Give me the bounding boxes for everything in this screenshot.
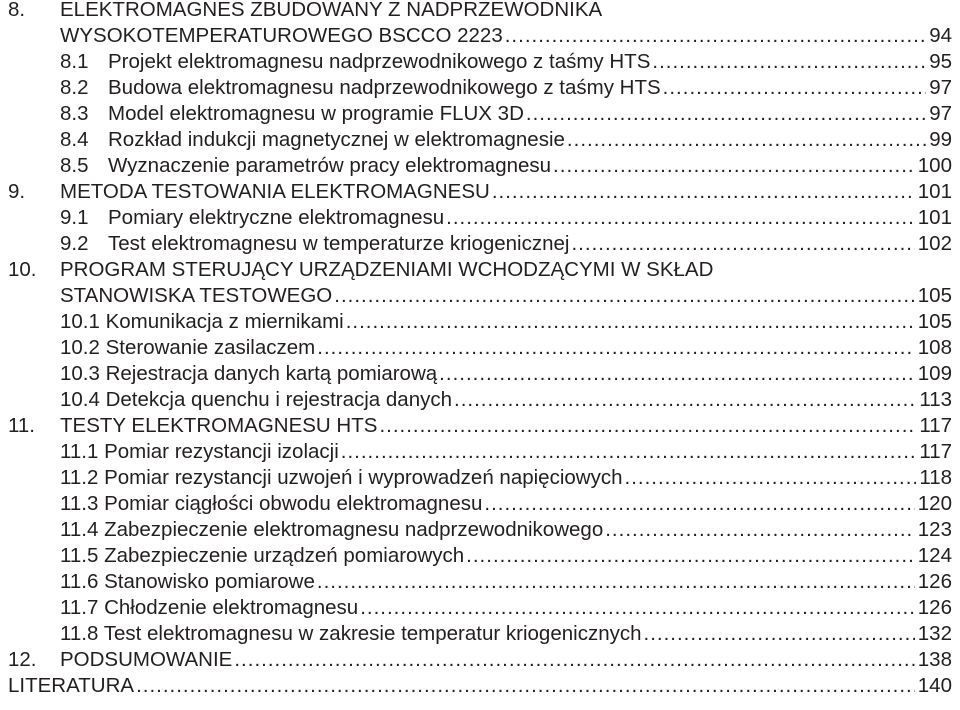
dot-leader xyxy=(644,622,915,646)
toc-entry-title: 11.3 Pomiar ciągłości obwodu elektromagnesu xyxy=(60,492,483,515)
toc-entry[interactable] xyxy=(0,464,952,490)
toc-entry-page: 108 xyxy=(917,336,952,359)
dot-leader xyxy=(454,388,916,412)
toc-entry-page: 95 xyxy=(929,50,952,73)
toc-entry-title: 10.2 Sterowanie zasilaczem xyxy=(60,336,316,359)
toc-entry-title: 11.7 Chłodzenie elektromagnesu xyxy=(60,596,359,619)
toc-entry-title: Rozkład indukcji magnetycznej w elektromagnesie xyxy=(108,128,565,151)
toc-entry-page: 102 xyxy=(917,232,952,255)
toc-entry-page: 105 xyxy=(917,310,952,333)
toc-entry-page: 117 xyxy=(919,414,952,437)
toc-entry-title: STANOWISKA TESTOWEGO xyxy=(60,284,333,307)
toc-entry-number: 9. xyxy=(8,180,26,203)
toc-entry-title: PODSUMOWANIE xyxy=(60,648,233,671)
toc-entry-title: Projekt elektromagnesu nadprzewodnikowego z taśmy HTS xyxy=(108,50,651,73)
toc-entry-page: 101 xyxy=(917,206,952,229)
toc-entry-title: 11.2 Pomiar rezystancji uzwojeń i wyprowadzeń napięciowych xyxy=(60,466,623,489)
toc-entry-number: 8.3 xyxy=(60,102,89,125)
toc-entry-title: Pomiary elektryczne elektromagnesu xyxy=(108,206,445,229)
toc-entry[interactable] xyxy=(0,152,952,178)
dot-leader xyxy=(625,466,917,490)
toc-entry-page: 99 xyxy=(929,128,952,151)
dot-leader xyxy=(446,206,915,230)
toc-entry-page: 105 xyxy=(917,284,952,307)
toc-entry-number: 8.2 xyxy=(60,76,89,99)
dot-leader xyxy=(553,154,915,178)
dot-leader xyxy=(439,362,915,386)
toc-entry-title: Model elektromagnesu w programie FLUX 3D xyxy=(108,102,524,125)
toc-entry-title: 11.5 Zabezpieczenie urządzeń pomiarowych xyxy=(60,544,465,567)
dot-leader xyxy=(492,180,915,204)
toc-entry-title: LITERATURA xyxy=(8,674,135,697)
toc-entry[interactable] xyxy=(0,334,952,360)
toc-entry[interactable] xyxy=(0,412,952,438)
toc-entry[interactable] xyxy=(0,308,952,334)
dot-leader xyxy=(317,336,915,360)
toc-entry-number: 10. xyxy=(8,258,37,281)
toc-entry-title: 10.3 Rejestracja danych kartą pomiarową xyxy=(60,362,438,385)
toc-entry[interactable] xyxy=(0,204,952,230)
toc-entry[interactable] xyxy=(0,48,952,74)
toc-entry[interactable] xyxy=(0,490,952,516)
dot-leader xyxy=(334,284,915,308)
toc-entry-page: 140 xyxy=(917,674,952,697)
toc-entry-title: Test elektromagnesu w temperaturze kriogenicznej xyxy=(108,232,570,255)
toc-entry-number: 8.1 xyxy=(60,50,89,73)
toc-entry[interactable] xyxy=(0,594,952,620)
dot-leader xyxy=(317,570,915,594)
toc-entry-title: 11.4 Zabezpieczenie elektromagnesu nadprzewodnikowego xyxy=(60,518,604,541)
dot-leader xyxy=(571,232,914,256)
dot-leader xyxy=(605,518,915,542)
toc-entry[interactable] xyxy=(0,256,952,282)
toc-entry-number: 8.4 xyxy=(60,128,89,151)
dot-leader xyxy=(652,50,926,74)
dot-leader xyxy=(567,128,926,152)
toc-entry-page: 118 xyxy=(919,466,952,489)
toc-entry-page: 97 xyxy=(929,102,952,125)
toc-entry-number: 12. xyxy=(8,648,37,671)
toc-entry-page: 109 xyxy=(917,362,952,385)
toc-entry[interactable] xyxy=(0,282,952,308)
toc-entry-page: 100 xyxy=(917,154,952,177)
toc-entry-title: Budowa elektromagnesu nadprzewodnikowego z taśmy HTS xyxy=(108,76,661,99)
toc-entry-page: 126 xyxy=(917,570,952,593)
toc-entry-page: 126 xyxy=(917,596,952,619)
toc-entry-page: 123 xyxy=(917,518,952,541)
dot-leader xyxy=(526,102,926,126)
toc-entry-title: 11.6 Stanowisko pomiarowe xyxy=(60,570,315,593)
toc-entry[interactable] xyxy=(0,230,952,256)
toc-entry-page: 94 xyxy=(929,24,952,47)
toc-entry-page: 132 xyxy=(917,622,952,645)
toc-entry[interactable] xyxy=(0,126,952,152)
dot-leader xyxy=(484,492,914,516)
toc-entry-page: 120 xyxy=(917,492,952,515)
toc-entry[interactable] xyxy=(0,74,952,100)
dot-leader xyxy=(136,674,915,698)
toc-entry-number: 11. xyxy=(8,414,35,437)
toc-entry-title: WYSOKOTEMPERATUROWEGO BSCCO 2223 xyxy=(60,24,503,47)
toc-entry-number: 9.1 xyxy=(60,206,89,229)
dot-leader xyxy=(505,24,926,48)
toc-entry-title: PROGRAM STERUJĄCY URZĄDZENIAMI WCHODZĄCYMI W SKŁAD xyxy=(60,258,714,281)
toc-entry[interactable] xyxy=(0,568,952,594)
toc-entry-number: 8.5 xyxy=(60,154,89,177)
toc-entry[interactable] xyxy=(0,620,952,646)
toc-entry-title: 10.1 Komunikacja z miernikami xyxy=(60,310,344,333)
toc-entry-title: 10.4 Detekcja quenchu i rejestracja danych xyxy=(60,388,453,411)
dot-leader xyxy=(234,648,914,672)
toc-entry-number: 8. xyxy=(8,0,26,21)
dot-leader xyxy=(663,76,927,100)
toc-entry-page: 117 xyxy=(919,440,952,463)
toc-entry[interactable] xyxy=(0,672,952,698)
toc-entry[interactable] xyxy=(0,516,952,542)
toc-entry-page: 124 xyxy=(917,544,952,567)
toc-entry-title: Wyznaczenie parametrów pracy elektromagnesu xyxy=(108,154,552,177)
toc-entry-title: TESTY ELEKTROMAGNESU HTS xyxy=(60,414,378,437)
toc-entry-title: METODA TESTOWANIA ELEKTROMAGNESU xyxy=(60,180,490,203)
toc-entry[interactable] xyxy=(0,0,952,22)
toc-entry-title: 11.1 Pomiar rezystancji izolacji xyxy=(60,440,339,463)
dot-leader xyxy=(341,440,917,464)
toc-entry-number: 9.2 xyxy=(60,232,89,255)
toc-entry-page: 138 xyxy=(917,648,952,671)
toc-entry[interactable] xyxy=(0,386,952,412)
toc-entry[interactable] xyxy=(0,646,952,672)
dot-leader xyxy=(466,544,915,568)
toc-entry-title: 11.8 Test elektromagnesu w zakresie temperatur kriogenicznych xyxy=(60,622,642,645)
toc-entry[interactable] xyxy=(0,100,952,126)
toc-entry-page: 101 xyxy=(917,180,952,203)
toc-entry[interactable] xyxy=(0,438,952,464)
dot-leader xyxy=(379,414,916,438)
toc-entry-title: ELEKTROMAGNES ZBUDOWANY Z NADPRZEWODNIKA xyxy=(60,0,603,21)
toc-entry[interactable] xyxy=(0,542,952,568)
toc-entry-page: 113 xyxy=(919,388,952,411)
toc-entry-page: 97 xyxy=(929,76,952,99)
toc-entry[interactable] xyxy=(0,360,952,386)
toc-entry[interactable] xyxy=(0,22,952,48)
dot-leader xyxy=(360,596,915,620)
toc-entry[interactable] xyxy=(0,178,952,204)
dot-leader xyxy=(346,310,915,334)
